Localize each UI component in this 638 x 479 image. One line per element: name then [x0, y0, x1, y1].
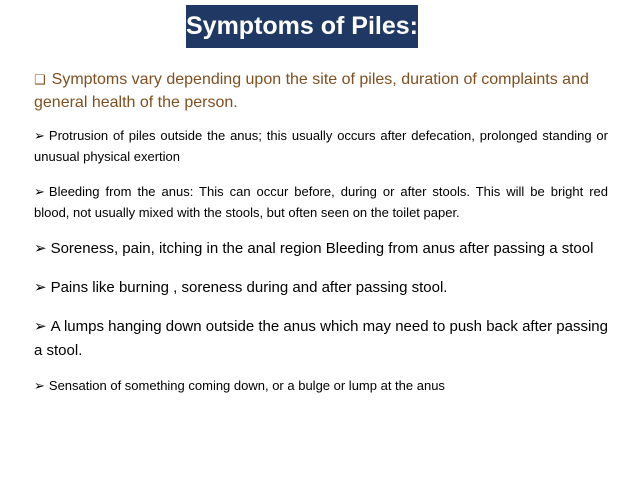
arrow-bullet-icon: ➢ [34, 240, 47, 257]
list-item-text: Pains like burning , soreness during and after passing stool. [50, 279, 448, 296]
list-item-text: Soreness, pain, itching in the anal region Bleeding from anus after passing a stool [50, 240, 594, 257]
list-item [34, 237, 608, 261]
list-item-text: Bleeding from the anus: This can occur before, during or after stools. This will be bright red blood, not usually mixed with the stools, but often seen on the toilet paper. [34, 184, 608, 220]
slide-content [34, 68, 608, 396]
arrow-bullet-icon: ➢ [34, 128, 45, 143]
list-item [34, 125, 608, 167]
intro-paragraph [34, 68, 608, 114]
arrow-bullet-icon: ➢ [34, 318, 47, 335]
slide-title: Symptoms of Piles: [186, 12, 418, 40]
list-item [34, 181, 608, 223]
arrow-bullet-icon: ➢ [34, 279, 47, 296]
list-item-text: A lumps hanging down outside the anus which may need to push back after passing a stool. [34, 318, 608, 359]
list-item [34, 276, 608, 300]
arrow-bullet-icon: ➢ [34, 184, 45, 199]
list-item [34, 315, 608, 363]
intro-text: Symptoms vary depending upon the site of piles, duration of complaints and general health of the person. [34, 71, 589, 111]
list-item [34, 375, 608, 396]
list-item-text: Protrusion of piles outside the anus; this usually occurs after defecation, prolonged standing or unusual physical exertion [34, 128, 608, 164]
arrow-bullet-icon: ➢ [34, 378, 45, 393]
checkbox-bullet-icon: ❑ [34, 72, 46, 87]
title-banner [186, 5, 418, 48]
list-item-text: Sensation of something coming down, or a bulge or lump at the anus [48, 378, 445, 393]
